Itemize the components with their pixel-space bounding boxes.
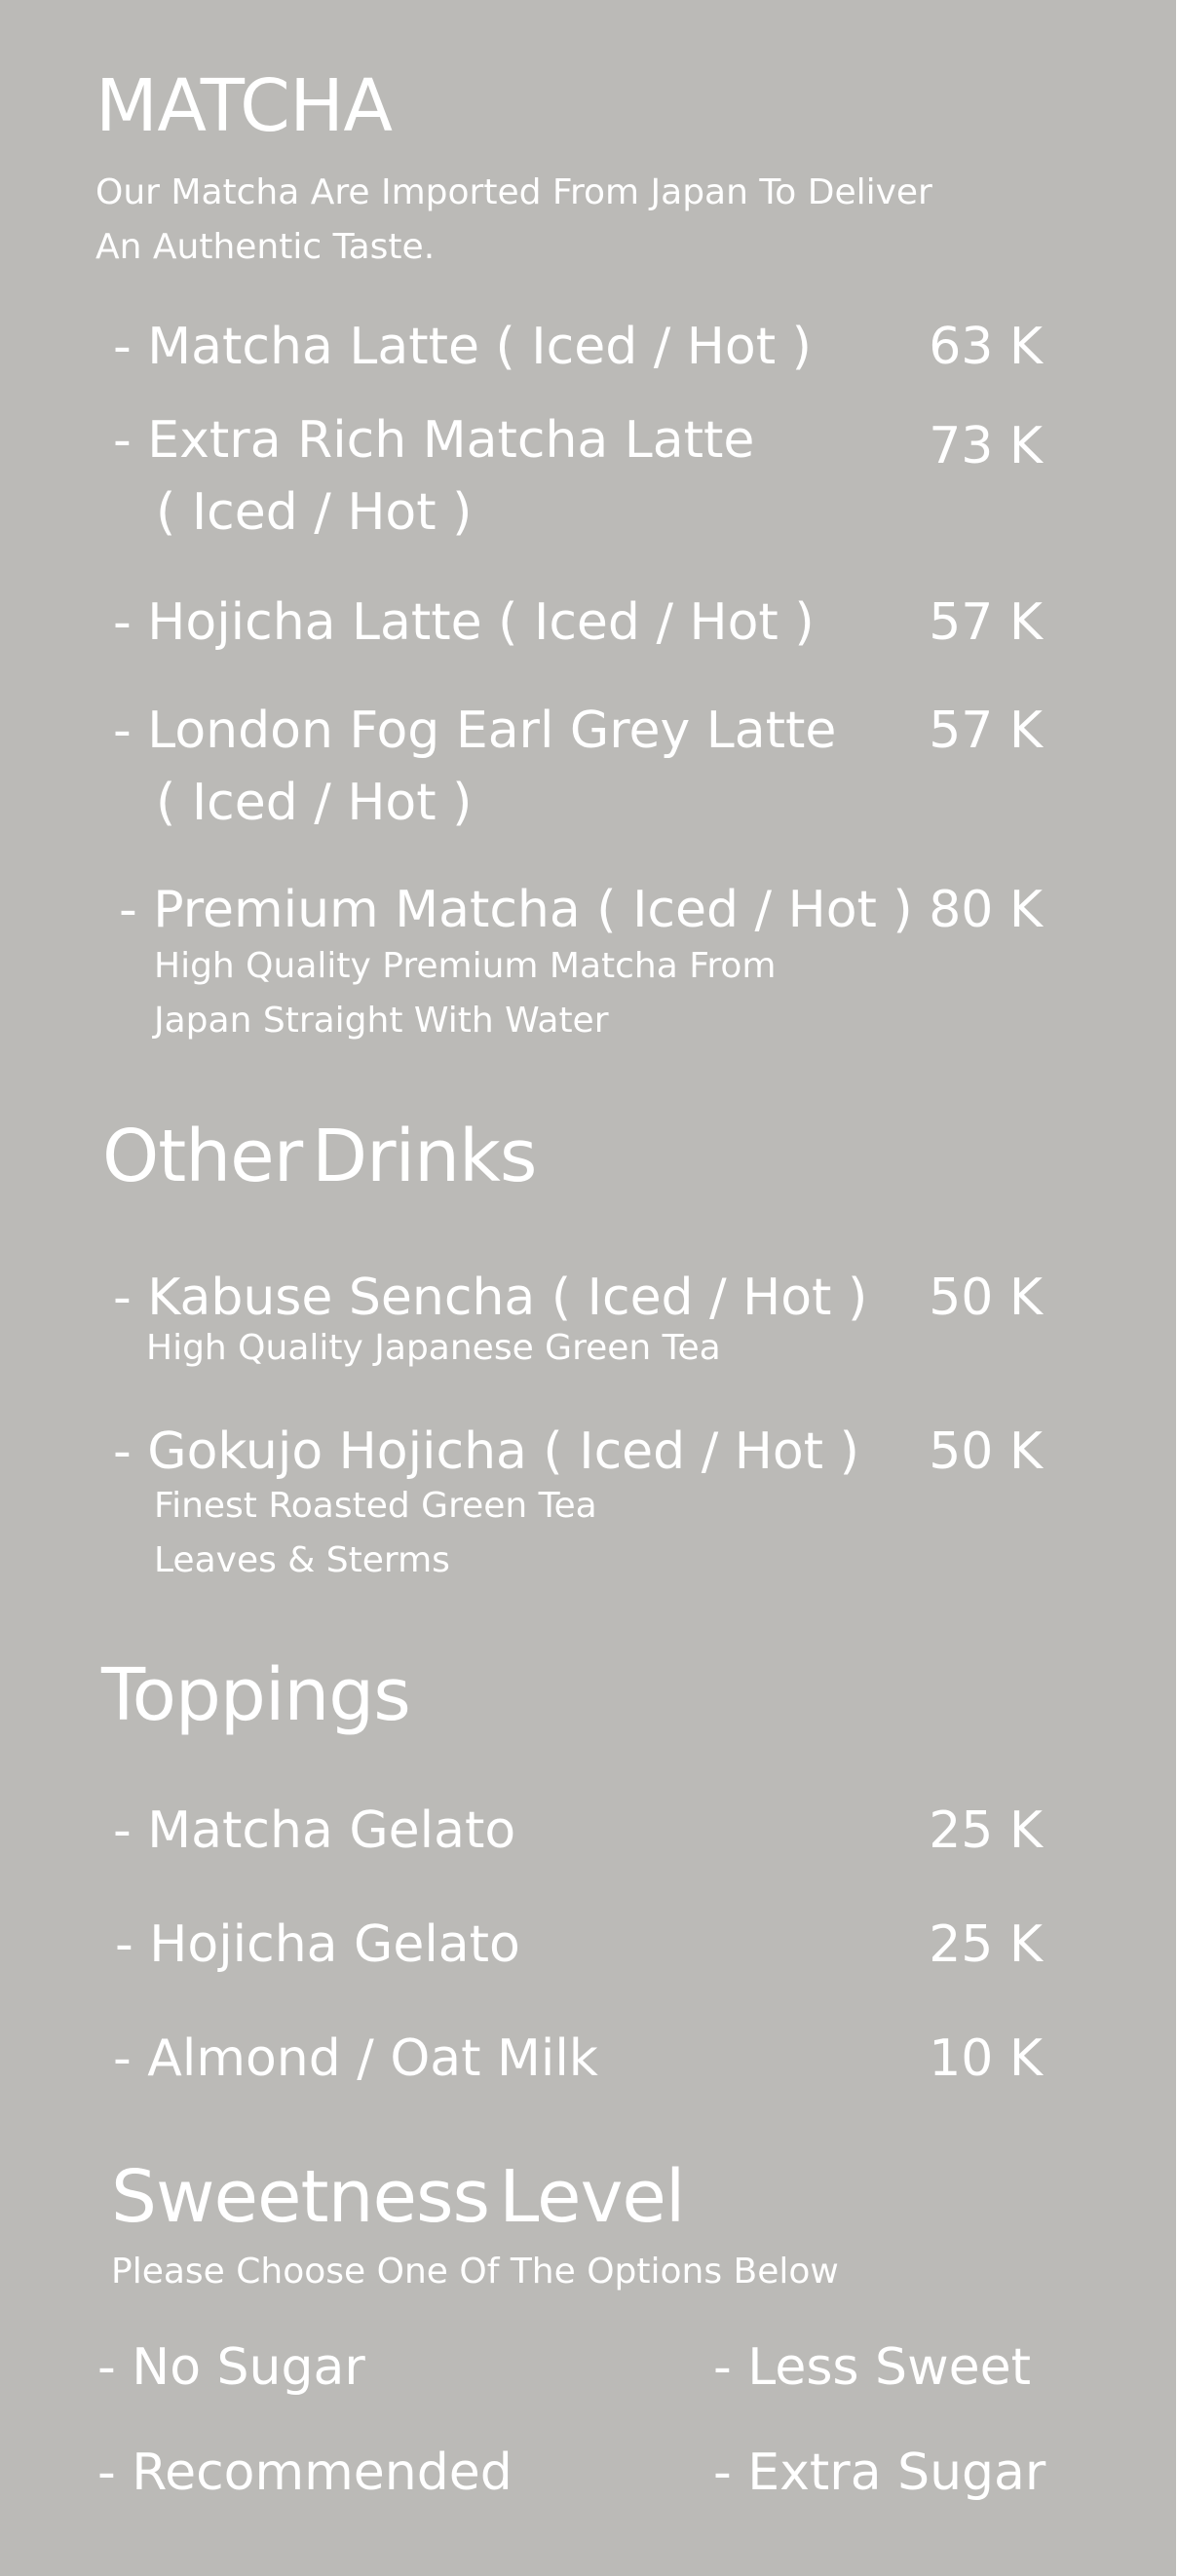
menu-item-price: 57 K <box>929 701 1043 760</box>
menu-item-description: Japan Straight With Water <box>154 1001 609 1041</box>
sweetness-option: - Less Sweet <box>713 2338 1031 2397</box>
menu-item-name: - Extra Rich Matcha Latte <box>113 411 755 470</box>
menu-item-name-line2: ( Iced / Hot ) <box>156 774 473 832</box>
menu-item-name-line2: ( Iced / Hot ) <box>156 483 473 542</box>
menu-item-name: - Matcha Latte ( Iced / Hot ) <box>113 318 812 376</box>
menu-item-price: 25 K <box>929 1915 1043 1974</box>
menu-item-description: High Quality Premium Matcha From <box>154 946 777 986</box>
menu-item-price: 50 K <box>929 1269 1043 1327</box>
menu-item-description: Finest Roasted Green Tea <box>154 1486 597 1526</box>
sweetness-option: - No Sugar <box>97 2338 365 2397</box>
menu-item-name: - Almond / Oat Milk <box>113 2029 598 2088</box>
sweetness-subtitle: Please Choose One Of The Options Below <box>111 2252 839 2292</box>
menu-item-name: - Hojicha Gelato <box>115 1915 520 1974</box>
sweetness-option: - Extra Sugar <box>713 2443 1046 2502</box>
menu-item-price: 63 K <box>929 318 1043 376</box>
toppings-section-title: Toppings <box>101 1653 410 1737</box>
sweetness-option: - Recommended <box>97 2443 513 2502</box>
matcha-intro-line2: An Authentic Taste. <box>95 227 436 267</box>
menu-item-price: 50 K <box>929 1422 1043 1481</box>
sweetness-section-title: Sweetness Level <box>111 2155 685 2239</box>
menu-item-price: 25 K <box>929 1801 1043 1860</box>
matcha-section-title: MATCHA <box>95 64 393 148</box>
menu-item-name: - Hojicha Latte ( Iced / Hot ) <box>113 593 815 652</box>
menu-item-name: - Kabuse Sencha ( Iced / Hot ) <box>113 1269 868 1327</box>
menu-item-description: Leaves & Sterms <box>154 1540 450 1580</box>
menu-item-price: 57 K <box>929 593 1043 652</box>
menu-item-price: 73 K <box>929 417 1043 475</box>
menu-item-price: 80 K <box>929 881 1043 939</box>
other-drinks-section-title: Other Drinks <box>102 1115 537 1198</box>
menu-item-name: - London Fog Earl Grey Latte <box>113 701 837 760</box>
menu-item-name: - Premium Matcha ( Iced / Hot ) <box>119 881 913 939</box>
matcha-intro-line1: Our Matcha Are Imported From Japan To Deliver <box>95 172 932 212</box>
menu-item-name: - Matcha Gelato <box>113 1801 516 1860</box>
menu-item-price: 10 K <box>929 2029 1043 2088</box>
menu-item-name: - Gokujo Hojicha ( Iced / Hot ) <box>113 1422 859 1481</box>
menu-item-description: High Quality Japanese Green Tea <box>146 1328 721 1368</box>
